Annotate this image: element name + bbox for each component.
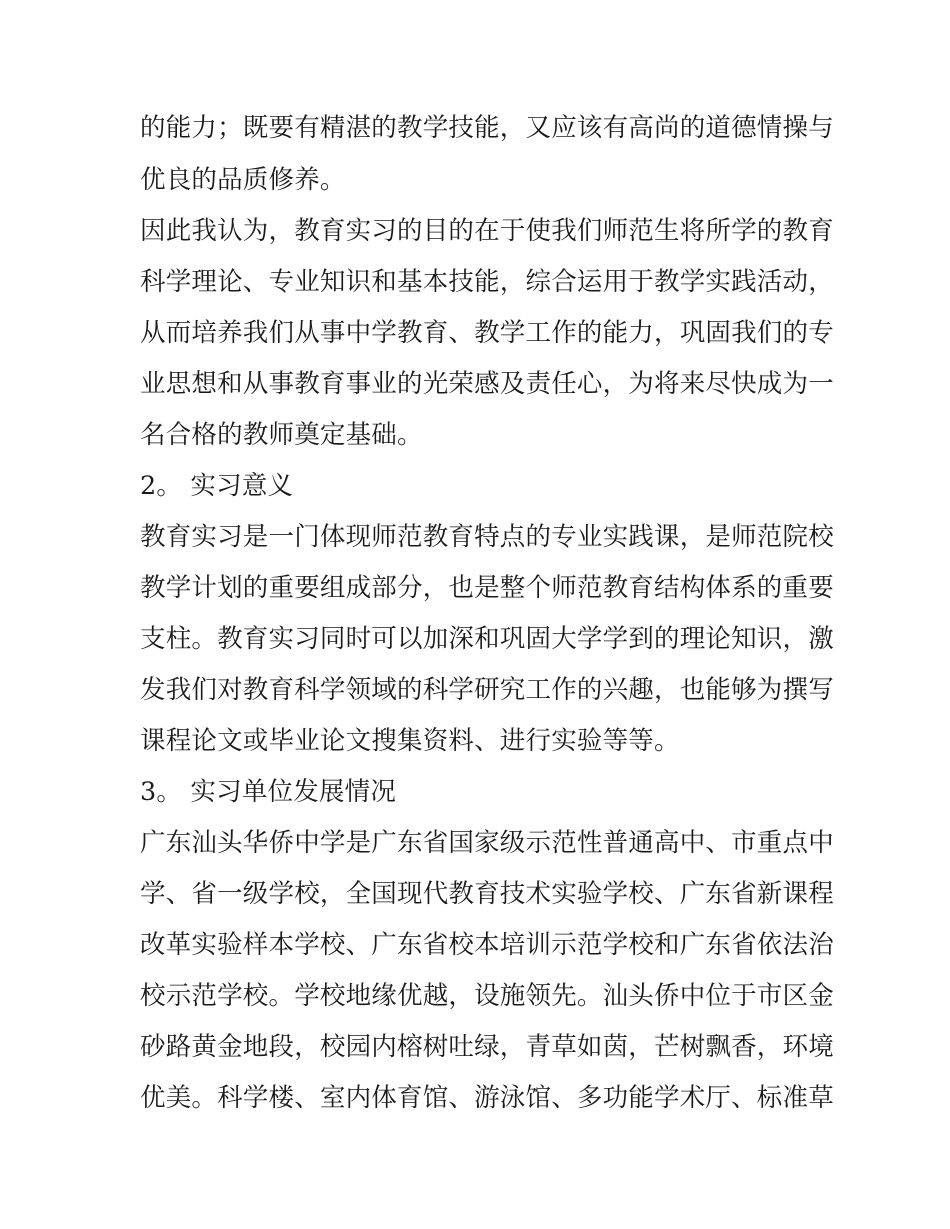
text-line: 因此我认为，教育实习的目的在于使我们师范生将所学的教育 (140, 216, 834, 246)
text-line: 教学计划的重要组成部分，也是整个师范教育结构体系的重要 (140, 573, 834, 603)
text-line: 优美。科学楼、室内体育馆、游泳馆、多功能学术厅、标准草 (140, 1083, 834, 1113)
text-line: 的能力；既要有精湛的教学技能，又应该有高尚的道德情操与 (140, 113, 834, 143)
text-line: 从而培养我们从事中学教育、教学工作的能力，巩固我们的专 (140, 318, 834, 348)
text-line: 改革实验样本学校、广东省校本培训示范学校和广东省依法治 (140, 930, 834, 960)
text-line: 名合格的教师奠定基础。 (140, 420, 423, 450)
text-line: 业思想和从事教育事业的光荣感及责任心，为将来尽快成为一 (140, 369, 834, 399)
section-heading: 3。 实习单位发展情况 (140, 777, 397, 807)
text-line: 广东汕头华侨中学是广东省国家级示范性普通高中、市重点中 (140, 828, 834, 858)
text-line: 教育实习是一门体现师范教育特点的专业实践课，是师范院校 (140, 522, 834, 552)
text-line: 科学理论、专业知识和基本技能，综合运用于教学实践活动， (140, 267, 834, 297)
text-line: 学、省一级学校，全国现代教育技术实验学校、广东省新课程 (140, 879, 834, 909)
text-line: 课程论文或毕业论文搜集资料、进行实验等等。 (140, 726, 680, 756)
text-line: 发我们对教育科学领域的科学研究工作的兴趣，也能够为撰写 (140, 675, 834, 705)
text-line: 砂路黄金地段，校园内榕树吐绿，青草如茵，芒树飘香，环境 (140, 1032, 834, 1062)
text-line: 校示范学校。学校地缘优越，设施领先。汕头侨中位于市区金 (140, 981, 834, 1011)
text-line: 优良的品质修养。 (140, 165, 346, 195)
text-line: 支柱。教育实习同时可以加深和巩固大学学到的理论知识，激 (140, 624, 834, 654)
section-heading: 2。 实习意义 (140, 471, 294, 501)
